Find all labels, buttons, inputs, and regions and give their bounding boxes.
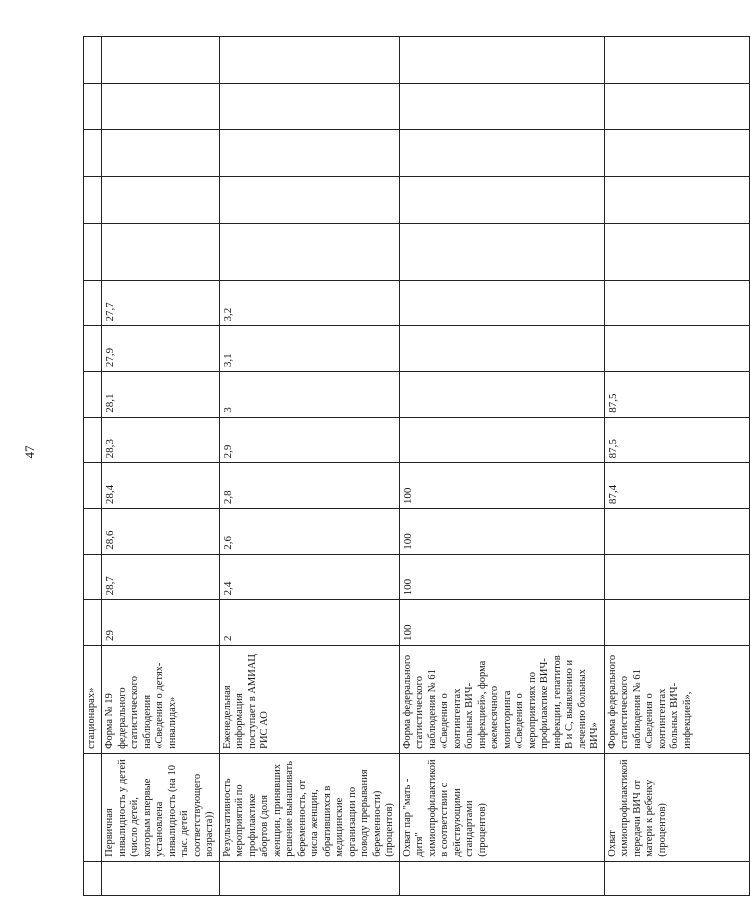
value-cell: 100 [399, 463, 604, 509]
empty-cell [102, 130, 220, 177]
value-cell: 2,8 [219, 463, 399, 509]
indicator-name: Результативность мероприятий по профилактике абортов (доля женщин, принявших решение вынашивать беременность, от числа женщин, обратившихся в медицинские организации по поводу прерывания беременности) (процентов) [219, 753, 399, 861]
value-cell: 3 [219, 372, 399, 418]
value-cell [399, 280, 604, 326]
value-cell: 28,4 [102, 463, 220, 509]
value-cell [604, 223, 749, 280]
value-cell [84, 223, 102, 280]
value-cell [84, 463, 102, 509]
value-cell: 28,3 [102, 417, 220, 463]
value-cell [84, 417, 102, 463]
value-cell: 29 [102, 600, 220, 646]
value-cell [84, 554, 102, 600]
value-cell [604, 509, 749, 555]
value-cell [84, 326, 102, 372]
value-cell [604, 554, 749, 600]
value-cell: 2,9 [219, 417, 399, 463]
data-source: стационарах» [84, 645, 102, 753]
value-cell: 27,7 [102, 280, 220, 326]
value-cell [102, 223, 220, 280]
value-cell: 3,2 [219, 280, 399, 326]
empty-cell [399, 177, 604, 224]
empty-cell [219, 177, 399, 224]
rotated-table-sheet [83, 36, 693, 896]
value-cell [604, 280, 749, 326]
value-cell [604, 600, 749, 646]
value-cell: 28,1 [102, 372, 220, 418]
value-cell: 87,5 [604, 417, 749, 463]
value-cell: 28,6 [102, 509, 220, 555]
value-cell: 2 [219, 600, 399, 646]
value-cell: 100 [399, 600, 604, 646]
empty-cell [219, 83, 399, 130]
empty-cell [219, 130, 399, 177]
value-cell: 27,9 [102, 326, 220, 372]
data-source: Форма федерального статистического наблюдения № 61 «Сведения о контингентах больных ВИЧ-инфекцией», [604, 645, 749, 753]
value-cell [399, 372, 604, 418]
table-row [604, 37, 749, 896]
value-cell: 28,7 [102, 554, 220, 600]
empty-cell [219, 37, 399, 84]
page-number: 47 [22, 445, 37, 459]
value-cell: 2,6 [219, 509, 399, 555]
empty-cell [102, 37, 220, 84]
empty-cell [84, 177, 102, 224]
value-cell: 87,4 [604, 463, 749, 509]
empty-cell [84, 37, 102, 84]
value-cell [84, 372, 102, 418]
empty-cell [604, 130, 749, 177]
indicator-table [83, 36, 750, 896]
value-cell [84, 600, 102, 646]
empty-cell [399, 83, 604, 130]
data-source: Форма № 19 федерального статистического наблюдения «Сведения о детях-инвалидах» [102, 645, 220, 753]
data-source: Форма федерального статистического наблюдения № 61 «Сведения о контингентах больных ВИЧ-инфекцией», форма ежемесячного мониторинга «Сведения о мероприятиях по профилактике ВИЧ-инфекции, гепатитов В и С, выявлению и лечению больных ВИЧ» [399, 645, 604, 753]
empty-cell [604, 177, 749, 224]
empty-cell [399, 861, 604, 895]
empty-cell [102, 177, 220, 224]
empty-cell [84, 861, 102, 895]
value-cell [84, 509, 102, 555]
value-cell [399, 223, 604, 280]
empty-cell [84, 130, 102, 177]
table-row [399, 37, 604, 896]
value-cell: 3,1 [219, 326, 399, 372]
empty-cell [102, 83, 220, 130]
empty-cell [399, 37, 604, 84]
value-cell: 87,5 [604, 372, 749, 418]
value-cell [219, 223, 399, 280]
data-source: Еженедельная информация поступает в АМИАЦ РИС АО [219, 645, 399, 753]
empty-cell [604, 83, 749, 130]
table-row [219, 37, 399, 896]
empty-cell [604, 861, 749, 895]
indicator-name [84, 753, 102, 861]
value-cell: 100 [399, 554, 604, 600]
indicator-name: Первичная инвалидность у детей (число детей, которым впервые установлена инвалидность (на 10 тыс. детей соответствующего возраста)) [102, 753, 220, 861]
empty-cell [219, 861, 399, 895]
value-cell: 2,4 [219, 554, 399, 600]
value-cell [399, 417, 604, 463]
value-cell [604, 326, 749, 372]
indicator-name: Охват пар "мать - дитя" химиопрофилактикой в соответствии с действующими стандартами (процентов) [399, 753, 604, 861]
table-row [84, 37, 102, 896]
empty-cell [84, 83, 102, 130]
empty-cell [102, 861, 220, 895]
indicator-name: Охват химиопрофилактикой передачи ВИЧ от матери к ребенку (процентов) [604, 753, 749, 861]
table-row [102, 37, 220, 896]
value-cell [399, 326, 604, 372]
empty-cell [399, 130, 604, 177]
value-cell [84, 280, 102, 326]
value-cell: 100 [399, 509, 604, 555]
empty-cell [604, 37, 749, 84]
